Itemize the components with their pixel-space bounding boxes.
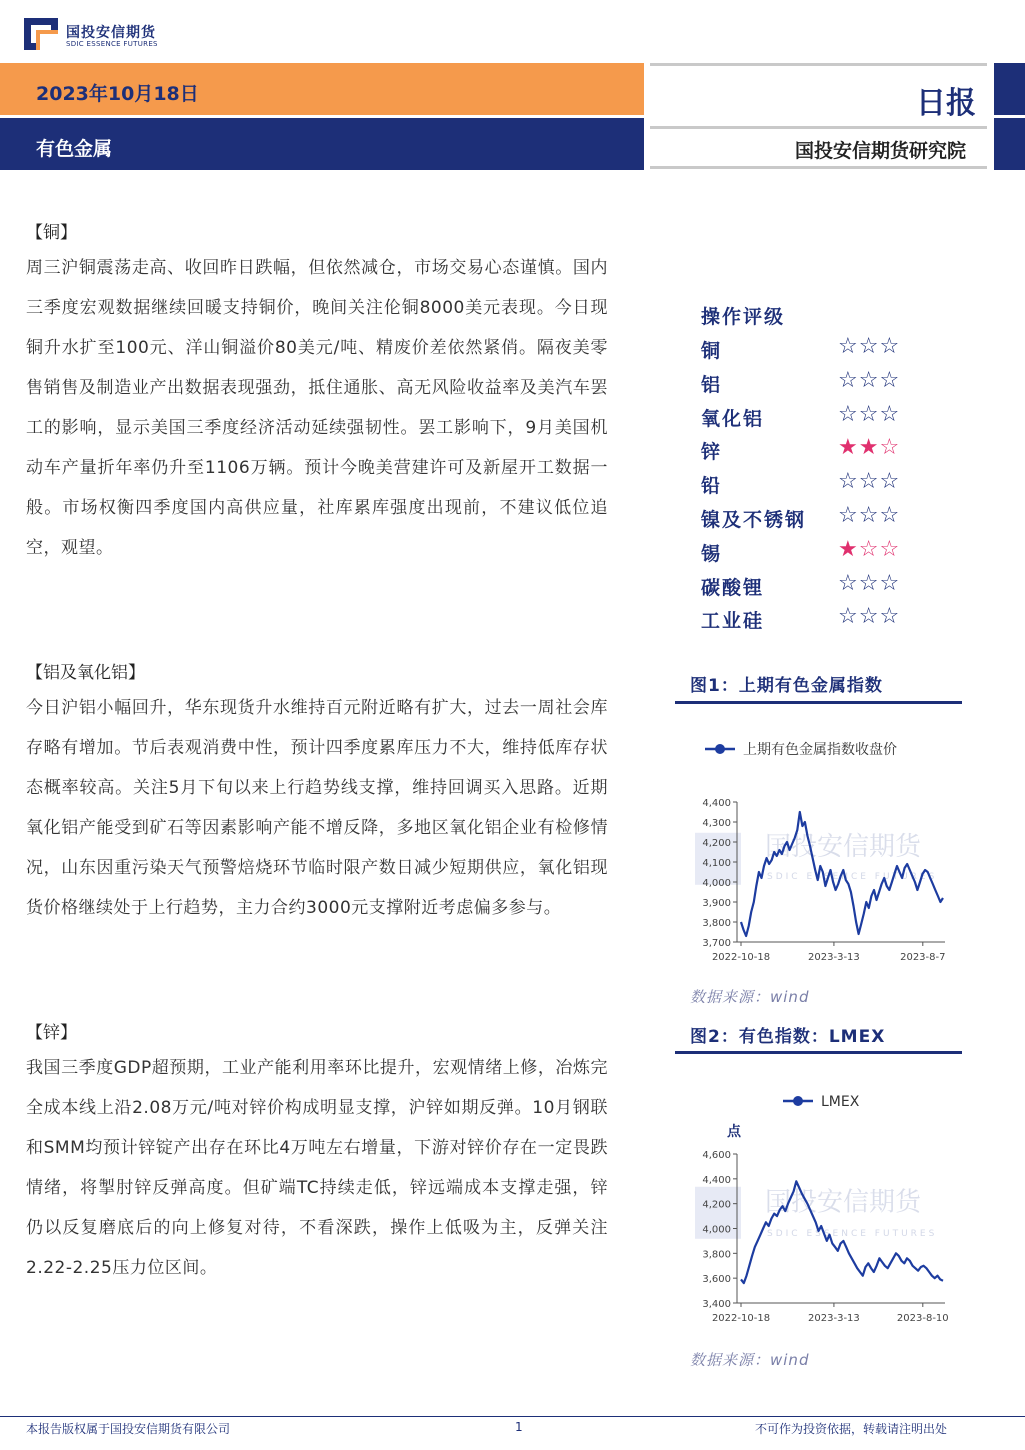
divider bbox=[650, 166, 987, 169]
rating-metal: 铜 bbox=[701, 340, 723, 362]
legend-label: 上期有色金属指数收盘价 bbox=[743, 742, 897, 758]
logo-name-cn: 国投安信期货 bbox=[66, 25, 156, 41]
rating-row bbox=[701, 367, 911, 400]
rating-row bbox=[701, 336, 911, 366]
figure-1-rule bbox=[675, 701, 962, 704]
y-tick-label: 4,000 bbox=[702, 878, 731, 889]
legend-marker bbox=[793, 1096, 803, 1106]
chart-2 bbox=[675, 1085, 965, 1335]
rating-metal: 铝 bbox=[701, 373, 723, 396]
figure-2-rule bbox=[675, 1051, 962, 1054]
y-tick-label: 4,600 bbox=[702, 1150, 731, 1161]
rating-metal: 铅 bbox=[701, 475, 723, 498]
x-tick-label: 2023-8-10 bbox=[896, 1313, 949, 1324]
divider bbox=[650, 63, 987, 66]
footer-disclaimer: 不可作为投资依据，转载请注明出处 bbox=[755, 1422, 948, 1436]
y-tick-label: 4,200 bbox=[702, 1199, 731, 1211]
figure-1-source: 数据来源：wind bbox=[690, 988, 810, 1006]
rating-stars-icon: ☆☆☆ bbox=[838, 503, 901, 528]
rating-stars-icon: ☆☆☆ bbox=[838, 334, 901, 359]
rating-row bbox=[701, 437, 911, 467]
company-logo-icon bbox=[24, 18, 58, 50]
rating-metal: 镍及不锈钢 bbox=[701, 509, 807, 531]
chart-1 bbox=[675, 725, 965, 975]
rating-title: 操作评级 bbox=[701, 306, 786, 328]
rating-stars-icon: ★★☆ bbox=[838, 435, 901, 461]
section-title-aluminium: 【铝及氧化铝】 bbox=[26, 663, 145, 683]
x-tick-label: 2023-8-7 bbox=[900, 952, 946, 963]
rating-stars-icon: ☆☆☆ bbox=[838, 570, 901, 596]
y-tick-label: 3,400 bbox=[702, 1299, 731, 1310]
rating-metal: 工业硅 bbox=[701, 610, 765, 633]
accent-block bbox=[994, 118, 1025, 170]
rating-stars-icon: ☆☆☆ bbox=[838, 604, 901, 630]
logo-name-en: SDIC ESSENCE FUTURES bbox=[66, 40, 158, 48]
watermark-text-en: SDIC ESSENCE FUTURES bbox=[767, 1228, 938, 1239]
y-tick-label: 3,700 bbox=[702, 938, 731, 949]
watermark-text: 国投安信期货 bbox=[765, 832, 922, 863]
section-body-copper: 周三沪铜震荡走高、收回昨日跌幅，但依然减仓，市场交易心态谨慎。国内三季度宏观数据继续回暖支持铜价，晚间关注伦铜8000美元表现。今日现铜升水扩至100元、洋山铜溢价80美元/吨、精废价差依然紧俏。隔夜美零售销售及制造业产出数据表现强劲，抵住通胀、高无风险收益率及美汽车罢工的影响，显示美国三季度经济活动延续强韧性。罢工影响下，9月美国机动车产量折年率仍升至1106万辆。预计今晚美营建许可及新屋开工数据一般。市场权衡四季度国内高供应量，社库累库强度出现前，不建议低位追空，观望。 bbox=[26, 258, 608, 558]
figure-2-title: 图2：有色指数：LMEX bbox=[690, 1027, 886, 1047]
sector-title: 有色金属 bbox=[36, 138, 113, 160]
y-tick-label: 3,800 bbox=[702, 918, 731, 929]
rating-stars-icon: ☆☆☆ bbox=[838, 401, 901, 427]
y-tick-label: 3,600 bbox=[702, 1274, 731, 1286]
rating-row bbox=[701, 606, 911, 636]
rating-row bbox=[701, 505, 911, 535]
watermark-text: 国投安信期货 bbox=[765, 1187, 922, 1218]
footer-rule bbox=[0, 1416, 1025, 1417]
rating-stars-icon: ☆☆☆ bbox=[838, 367, 901, 393]
x-tick-label: 2022-10-18 bbox=[711, 952, 771, 963]
y-tick-label: 3,800 bbox=[702, 1249, 731, 1261]
accent-block bbox=[994, 63, 1025, 115]
x-tick-label: 2023-3-13 bbox=[808, 1313, 860, 1324]
legend-marker bbox=[715, 744, 725, 754]
y-tick-label: 3,900 bbox=[702, 898, 731, 909]
page-number: 1 bbox=[515, 1420, 523, 1434]
section-body-aluminium: 今日沪铝小幅回升，华东现货升水维持百元附近略有扩大，过去一周社会库存略有增加。节后表观消费中性，预计四季度累库压力不大，维持低库存状态概率较高。关注5月下旬以来上行趋势线支撑，维持回调买入思路。近期氧化铝产能受到矿石等因素影响产能不增反降，多地区氧化铝企业有检修情况，山东因重污染天气预警焙烧环节临时限产数日减少短期供应，氧化铝现货价格继续处于上行趋势，主力合约3000元支撑附近考虑偏多参与。 bbox=[26, 698, 608, 918]
figure-1-title: 图1：上期有色金属指数 bbox=[690, 676, 883, 696]
rating-row bbox=[701, 570, 911, 603]
rating-stars-icon: ☆☆☆ bbox=[838, 469, 901, 495]
rating-metal: 锌 bbox=[701, 441, 723, 464]
y-tick-label: 4,400 bbox=[702, 798, 731, 809]
section-title-zinc: 【锌】 bbox=[26, 1023, 77, 1043]
section-title-copper: 【铜】 bbox=[26, 223, 77, 243]
y-tick-label: 4,300 bbox=[702, 818, 731, 829]
rating-stars-icon: ★☆☆ bbox=[838, 536, 901, 562]
y-tick-label: 4,400 bbox=[702, 1174, 731, 1186]
legend-label: LMEX bbox=[821, 1094, 860, 1110]
report-date: 2023年10月18日 bbox=[36, 83, 199, 105]
y-tick-label: 4,100 bbox=[702, 858, 731, 869]
y-axis-label: 点 bbox=[727, 1124, 741, 1140]
x-tick-label: 2022-10-18 bbox=[711, 1313, 771, 1324]
y-tick-label: 4,000 bbox=[702, 1224, 731, 1236]
divider bbox=[650, 126, 987, 129]
figure-2-source: 数据来源：wind bbox=[690, 1351, 810, 1369]
report-type: 日报 bbox=[916, 86, 976, 121]
institute-name: 国投安信期货研究院 bbox=[795, 140, 967, 162]
watermark-text-en: SDIC ESSENCE FUTURES bbox=[767, 872, 938, 882]
rating-metal: 氧化铝 bbox=[701, 407, 765, 430]
rating-metal: 碳酸锂 bbox=[701, 576, 765, 599]
rating-metal: 锡 bbox=[701, 542, 723, 565]
rating-row bbox=[701, 536, 911, 569]
footer-copyright: 本报告版权属于国投安信期货有限公司 bbox=[26, 1422, 231, 1436]
rating-row bbox=[701, 401, 911, 434]
y-tick-label: 4,200 bbox=[702, 838, 731, 849]
rating-row bbox=[701, 471, 911, 501]
x-tick-label: 2023-3-13 bbox=[808, 952, 860, 963]
section-body-zinc: 我国三季度GDP超预期，工业产能利用率环比提升，宏观情绪上修，冶炼完全成本线上沿2.08万元/吨对锌价构成明显支撑，沪锌如期反弹。10月钢联和SMM均预计锌锭产出存在环比4万吨左右增量，下游对锌价存在一定畏跌情绪，将掣肘锌反弹高度。但矿端TC持续走低，锌远端成本支撑走强，锌仍以反复磨底后的向上修复对待，不看深跌，操作上低吸为主，反弹关注2.22-2.25压力位区间。 bbox=[26, 1058, 608, 1278]
